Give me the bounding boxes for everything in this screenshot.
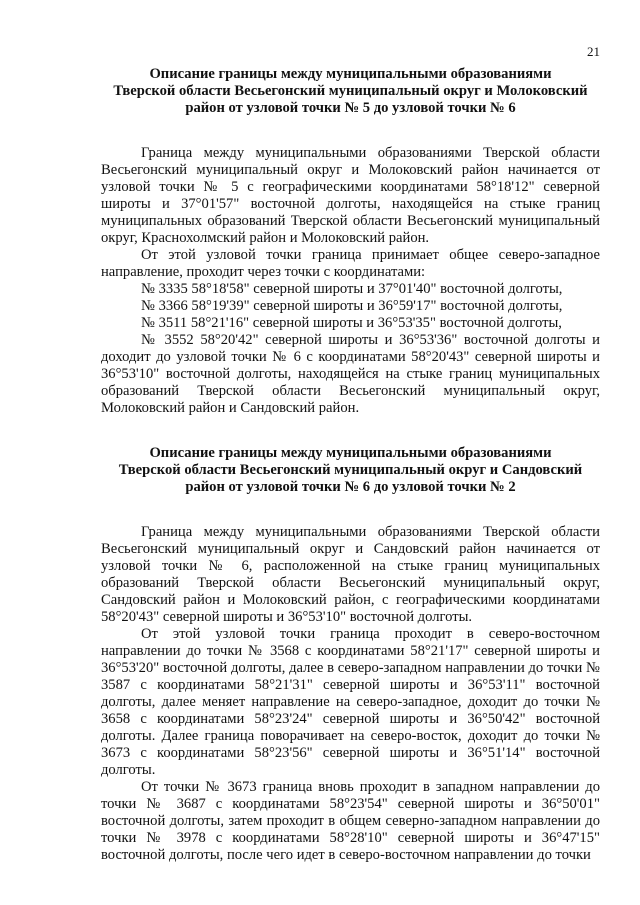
- paragraph: От этой узловой точки граница принимает общее северо-западное направление, проходит через точки с координатами:: [101, 247, 600, 280]
- section-1: [101, 66, 600, 417]
- paragraph: Граница между муниципальными образованиями Тверской области Весьегонский муниципальный округ и Сандовский район начинается от узловой точки № 6, расположенной на стыке границ муниципальных образований Тверской области Весьегонский муниципальный округ, Сандовский район и Молоковский район, с географическими координатами 58°20'43" северной широты и 36°53'10" восточной долготы.: [101, 524, 600, 625]
- section-1-heading: [101, 66, 600, 117]
- heading-line: Описание границы между муниципальными образованиями: [149, 66, 552, 82]
- paragraph: Граница между муниципальными образованиями Тверской области Весьегонский муниципальный округ и Молоковский район начинается от узловой точки № 5 с географическими координатами 58°18'12" северной широты и 37°01'57" восточной долготы, находящейся на стыке границ муниципальных образований Тверской области Весьегонский муниципальный округ, Краснохолмский район и Молоковский район.: [101, 145, 600, 246]
- coordinate-list: [101, 281, 600, 332]
- coordinate-point: № 3511 58°21'16" северной широты и 36°53'35" восточной долготы,: [141, 315, 562, 331]
- heading-line: Описание границы между муниципальными образованиями: [149, 445, 552, 461]
- heading-line: район от узловой точки № 6 до узловой точки № 2: [185, 479, 516, 495]
- coordinate-point: № 3335 58°18'58" северной широты и 37°01'40" восточной долготы,: [141, 281, 563, 297]
- page-number: 21: [587, 44, 600, 59]
- heading-line: Тверской области Весьегонский муниципальный округ и Сандовский: [118, 462, 583, 478]
- paragraph: От этой узловой точки граница проходит в северо-восточном направлении до точки № 3568 с координатами 58°21'17" северной широты и 36°53'20" восточной долготы, далее в северо-западном направлении до точки № 3587 с координатами 58°21'31" северной широты и 36°53'11" восточной долготы, далее меняет направление на северо-западное, доходит до точки № 3658 с координатами 58°23'24" северной широты и 36°50'42" восточной долготы. Далее граница поворачивает на северо-восток, доходит до точки № 3673 с координатами 58°23'56" северной широты и 36°51'14" восточной долготы.: [101, 626, 600, 778]
- paragraph: От точки № 3673 граница вновь проходит в западном направлении до точки № 3687 с координатами 58°23'54" северной широты и 36°50'01" восточной долготы, затем проходит в общем северно-западном направлении до точки № 3978 с координатами 58°28'10" северной широты и 36°47'15" восточной долготы, после чего идет в северо-восточном направлении до точки: [101, 779, 600, 863]
- document-body: [101, 66, 600, 864]
- paragraph: № 3552 58°20'42" северной широты и 36°53'36" восточной долготы и доходит до узловой точки № 6 с координатами 58°20'43" северной широты и 36°53'10" восточной долготы, находящейся на стыке границ муниципальных образований Тверской области Весьегонский муниципальный округ, Молоковский район и Сандовский район.: [101, 332, 600, 416]
- section-2: [101, 445, 600, 864]
- coordinate-point: № 3366 58°19'39" северной широты и 36°59'17" восточной долготы,: [141, 298, 563, 314]
- heading-line: Тверской области Весьегонский муниципальный округ и Молоковский: [113, 83, 588, 99]
- heading-line: район от узловой точки № 5 до узловой точки № 6: [185, 100, 516, 116]
- section-2-heading: [101, 445, 600, 496]
